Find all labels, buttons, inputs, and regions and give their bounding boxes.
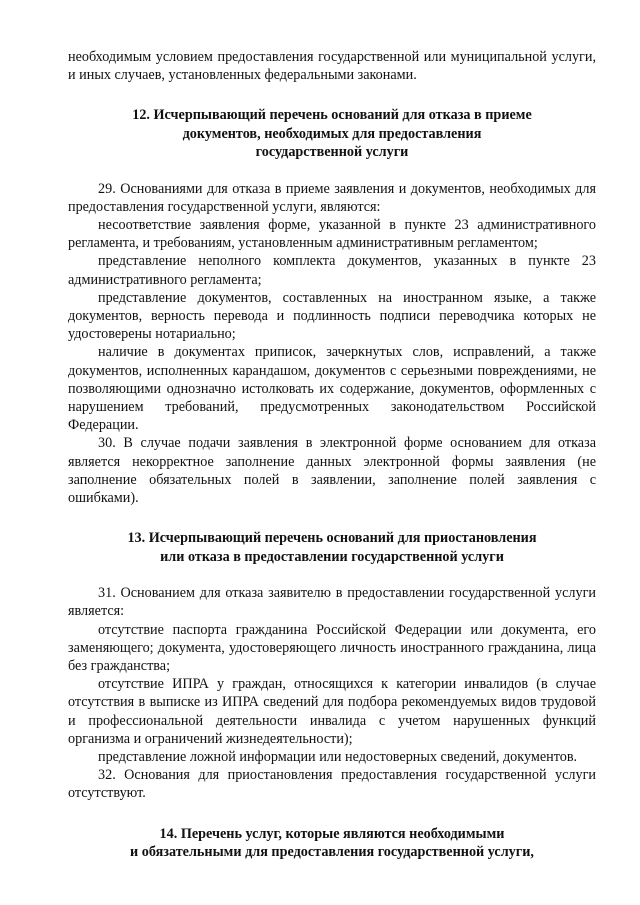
paragraph-29: 29. Основаниями для отказа в приеме заявления и документов, необходимых для предоставления государственной услуги, являются: xyxy=(68,180,596,215)
list-item-no-ipra: отсутствие ИПРА у граждан, относящихся к категории инвалидов (в случае отсутствия в выписке из ИПРА сведений для подбора рекомендуемых видов трудовой и профессиональной деятельности инвалида с учетом нарушенных функций организма и ограничений жизнедеятельности); xyxy=(68,676,596,747)
section-12-title xyxy=(98,106,566,161)
list-item-corrections: наличие в документах приписок, зачеркнутых слов, исправлений, а также документов, исполненных карандашом, документов с серьезными повреждениями, не позволяющими однозначно истолковать их содержание, документов, оформленных с нарушением требований, предусмотренных законодательством Российской Федерации. xyxy=(68,344,596,434)
list-item-no-passport: отсутствие паспорта гражданина Российской Федерации или документа, его заменяющего; документа, удостоверяющего личность иностранного гражданина, лица без гражданства; xyxy=(68,621,596,674)
section-13-title-line: 13. Исчерпывающий перечень оснований для приостановления xyxy=(127,530,537,547)
section-12-title-line: государственной услуги xyxy=(255,144,409,161)
intro-continuation: необходимым условием предоставления государственной или муниципальной услуги, и иных случаев, установленных федеральными законами. xyxy=(68,49,596,84)
section-12-title-line: 12. Исчерпывающий перечень оснований для отказа в приеме xyxy=(132,107,532,124)
section-12-title-line: документов, необходимых для предоставления xyxy=(182,125,482,142)
list-item-foreign-language: представление документов, составленных на иностранном языке, а также документов, верность перевода и подлинность подписи переводчика которых не удостоверены нотариально; xyxy=(68,289,596,343)
list-item-form-mismatch: несоответствие заявления форме, указанной в пункте 23 административного регламента, и требованиям, установленным административным регламентом; xyxy=(68,217,596,252)
section-14-title-line: и обязательными для предоставления государственной услуги, xyxy=(130,843,534,860)
section-14-title xyxy=(98,825,566,862)
paragraph-32: 32. Основания для приостановления предоставления государственной услуги отсутствуют. xyxy=(68,767,596,802)
list-item-incomplete-set: представление неполного комплекта документов, указанных в пункте 23 административного регламента; xyxy=(68,253,596,288)
section-13-title-line: или отказа в предоставлении государственной услуги xyxy=(160,548,504,565)
section-14-title-line: 14. Перечень услуг, которые являются необходимыми xyxy=(159,825,505,842)
paragraph-31: 31. Основанием для отказа заявителю в предоставлении государственной услуги является: xyxy=(68,585,596,620)
paragraph-30: 30. В случае подачи заявления в электронной форме основанием для отказа является некорректное заполнение данных электронной формы заявления (не заполнение обязательных полей в заявлении, заполнение полей заявления с ошибками). xyxy=(68,435,596,507)
section-13-title xyxy=(98,529,566,566)
list-item-false-info: представление ложной информации или недостоверных сведений, документов. xyxy=(98,748,578,765)
